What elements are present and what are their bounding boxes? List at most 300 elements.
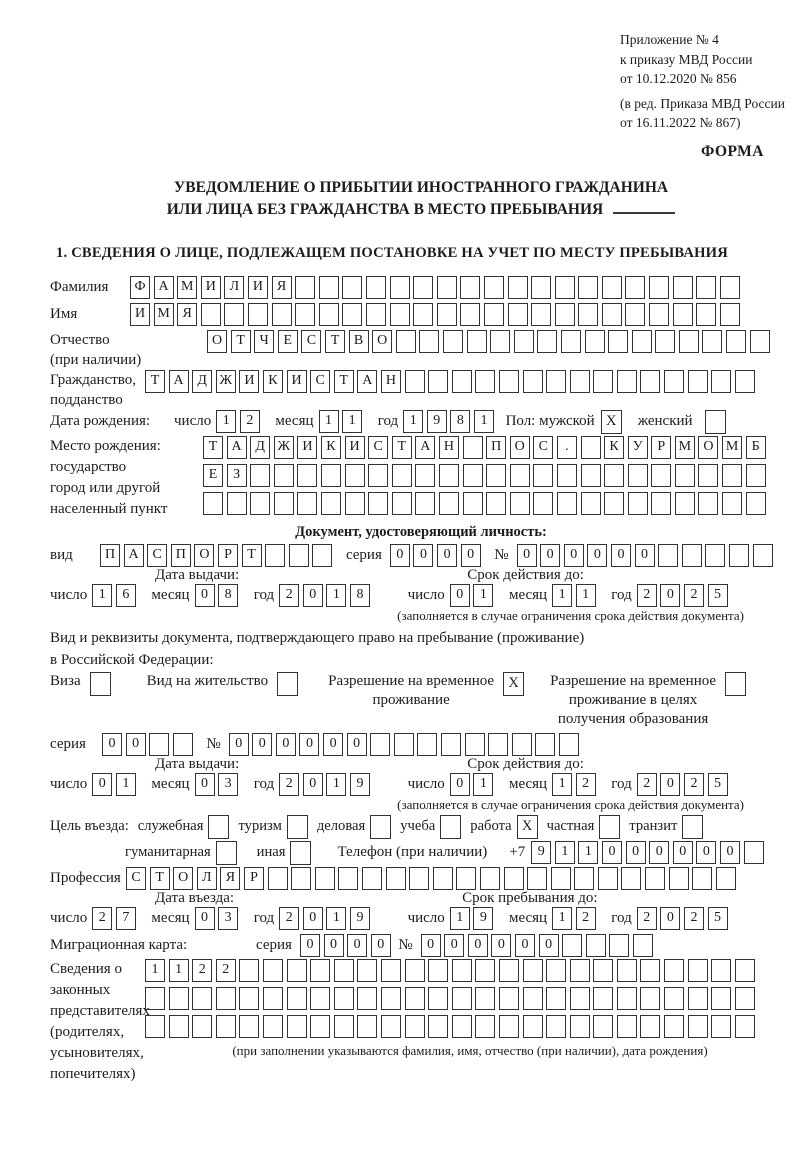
char-cell[interactable]: [338, 867, 358, 890]
char-cell[interactable]: 0: [461, 544, 481, 567]
char-cell[interactable]: [149, 733, 169, 756]
temp-permit-checkbox[interactable]: X: [503, 672, 524, 696]
char-cell[interactable]: Ф: [130, 276, 150, 299]
char-cell[interactable]: 1: [552, 584, 572, 607]
char-cell[interactable]: 0: [540, 544, 560, 567]
char-cell[interactable]: [729, 544, 749, 567]
char-cell[interactable]: Я: [220, 867, 240, 890]
char-cell[interactable]: [287, 1015, 307, 1038]
char-cell[interactable]: К: [321, 436, 341, 459]
char-cell[interactable]: 2: [684, 773, 704, 796]
char-cell[interactable]: 0: [517, 544, 537, 567]
char-cell[interactable]: [546, 987, 566, 1010]
char-cell[interactable]: [523, 370, 543, 393]
char-cell[interactable]: П: [100, 544, 120, 567]
char-cell[interactable]: [239, 1015, 259, 1038]
char-cell[interactable]: [480, 867, 500, 890]
char-cell[interactable]: [291, 867, 311, 890]
char-cell[interactable]: 8: [350, 584, 370, 607]
char-cell[interactable]: [702, 330, 722, 353]
temp-permit-edu-checkbox[interactable]: [725, 672, 746, 696]
char-cell[interactable]: [386, 867, 406, 890]
char-cell[interactable]: О: [173, 867, 193, 890]
purpose-private-checkbox[interactable]: [599, 815, 620, 839]
char-cell[interactable]: [602, 303, 622, 326]
char-cell[interactable]: Д: [250, 436, 270, 459]
blank-underline[interactable]: [613, 202, 675, 214]
char-cell[interactable]: Л: [224, 276, 244, 299]
char-cell[interactable]: 0: [299, 733, 319, 756]
char-cell[interactable]: О: [698, 436, 718, 459]
char-cell[interactable]: 1: [576, 584, 596, 607]
char-cell[interactable]: [586, 934, 606, 957]
char-cell[interactable]: [297, 464, 317, 487]
char-cell[interactable]: С: [310, 370, 330, 393]
char-cell[interactable]: [499, 370, 519, 393]
char-cell[interactable]: 0: [303, 584, 323, 607]
char-cell[interactable]: А: [227, 436, 247, 459]
char-cell[interactable]: 0: [303, 907, 323, 930]
char-cell[interactable]: А: [357, 370, 377, 393]
char-cell[interactable]: [625, 303, 645, 326]
char-cell[interactable]: [531, 276, 551, 299]
char-cell[interactable]: [514, 330, 534, 353]
char-cell[interactable]: [216, 987, 236, 1010]
char-cell[interactable]: [711, 959, 731, 982]
char-cell[interactable]: К: [604, 436, 624, 459]
visa-checkbox[interactable]: [90, 672, 111, 696]
char-cell[interactable]: 1: [473, 773, 493, 796]
char-cell[interactable]: [570, 987, 590, 1010]
char-cell[interactable]: Т: [203, 436, 223, 459]
char-cell[interactable]: [688, 370, 708, 393]
char-cell[interactable]: [698, 464, 718, 487]
char-cell[interactable]: 5: [708, 584, 728, 607]
char-cell[interactable]: [263, 987, 283, 1010]
char-cell[interactable]: [535, 733, 555, 756]
char-cell[interactable]: [452, 987, 472, 1010]
char-cell[interactable]: [688, 1015, 708, 1038]
char-cell[interactable]: И: [239, 370, 259, 393]
char-cell[interactable]: [523, 987, 543, 1010]
char-cell[interactable]: [415, 464, 435, 487]
char-cell[interactable]: [711, 1015, 731, 1038]
char-cell[interactable]: 0: [564, 544, 584, 567]
char-cell[interactable]: И: [248, 276, 268, 299]
char-cell[interactable]: 2: [240, 410, 260, 433]
char-cell[interactable]: В: [349, 330, 369, 353]
char-cell[interactable]: 2: [92, 907, 112, 930]
char-cell[interactable]: [203, 492, 223, 515]
sex-male-checkbox[interactable]: X: [601, 410, 622, 434]
char-cell[interactable]: [537, 330, 557, 353]
char-cell[interactable]: [720, 303, 740, 326]
char-cell[interactable]: [625, 276, 645, 299]
char-cell[interactable]: 0: [347, 934, 367, 957]
char-cell[interactable]: 2: [684, 584, 704, 607]
char-cell[interactable]: Т: [334, 370, 354, 393]
char-cell[interactable]: Т: [325, 330, 345, 353]
char-cell[interactable]: [570, 370, 590, 393]
char-cell[interactable]: 0: [539, 934, 559, 957]
char-cell[interactable]: 0: [195, 773, 215, 796]
char-cell[interactable]: [682, 544, 702, 567]
char-cell[interactable]: С: [126, 867, 146, 890]
char-cell[interactable]: [357, 987, 377, 1010]
char-cell[interactable]: [628, 492, 648, 515]
char-cell[interactable]: [735, 987, 755, 1010]
char-cell[interactable]: П: [171, 544, 191, 567]
char-cell[interactable]: [297, 492, 317, 515]
char-cell[interactable]: И: [345, 436, 365, 459]
char-cell[interactable]: [413, 303, 433, 326]
char-cell[interactable]: [452, 1015, 472, 1038]
char-cell[interactable]: [649, 303, 669, 326]
char-cell[interactable]: 8: [218, 584, 238, 607]
char-cell[interactable]: З: [227, 464, 247, 487]
char-cell[interactable]: [488, 733, 508, 756]
char-cell[interactable]: Ж: [274, 436, 294, 459]
char-cell[interactable]: [735, 959, 755, 982]
char-cell[interactable]: 0: [92, 773, 112, 796]
purpose-work-checkbox[interactable]: X: [517, 815, 538, 839]
char-cell[interactable]: [609, 934, 629, 957]
char-cell[interactable]: [475, 987, 495, 1010]
char-cell[interactable]: [486, 492, 506, 515]
char-cell[interactable]: 2: [576, 907, 596, 930]
char-cell[interactable]: 2: [637, 907, 657, 930]
char-cell[interactable]: [321, 492, 341, 515]
char-cell[interactable]: [705, 544, 725, 567]
char-cell[interactable]: [465, 733, 485, 756]
char-cell[interactable]: [557, 464, 577, 487]
char-cell[interactable]: [726, 330, 746, 353]
char-cell[interactable]: [546, 959, 566, 982]
char-cell[interactable]: Т: [392, 436, 412, 459]
char-cell[interactable]: [574, 867, 594, 890]
char-cell[interactable]: [640, 987, 660, 1010]
char-cell[interactable]: Е: [203, 464, 223, 487]
char-cell[interactable]: [632, 330, 652, 353]
char-cell[interactable]: [268, 867, 288, 890]
char-cell[interactable]: [310, 987, 330, 1010]
char-cell[interactable]: М: [177, 276, 197, 299]
char-cell[interactable]: [735, 370, 755, 393]
char-cell[interactable]: 0: [421, 934, 441, 957]
char-cell[interactable]: [315, 867, 335, 890]
char-cell[interactable]: 1: [450, 907, 470, 930]
char-cell[interactable]: И: [287, 370, 307, 393]
char-cell[interactable]: С: [533, 436, 553, 459]
char-cell[interactable]: Я: [177, 303, 197, 326]
char-cell[interactable]: [640, 370, 660, 393]
char-cell[interactable]: 0: [390, 544, 410, 567]
char-cell[interactable]: [342, 276, 362, 299]
char-cell[interactable]: А: [154, 276, 174, 299]
char-cell[interactable]: 3: [218, 907, 238, 930]
char-cell[interactable]: [334, 1015, 354, 1038]
char-cell[interactable]: 0: [450, 773, 470, 796]
char-cell[interactable]: [227, 492, 247, 515]
char-cell[interactable]: К: [263, 370, 283, 393]
char-cell[interactable]: [224, 303, 244, 326]
char-cell[interactable]: У: [628, 436, 648, 459]
char-cell[interactable]: 2: [216, 959, 236, 982]
char-cell[interactable]: 0: [626, 841, 646, 864]
char-cell[interactable]: 0: [515, 934, 535, 957]
char-cell[interactable]: [405, 370, 425, 393]
char-cell[interactable]: 1: [326, 907, 346, 930]
char-cell[interactable]: [248, 303, 268, 326]
char-cell[interactable]: [319, 303, 339, 326]
char-cell[interactable]: 1: [145, 959, 165, 982]
char-cell[interactable]: [381, 959, 401, 982]
char-cell[interactable]: [463, 464, 483, 487]
char-cell[interactable]: 9: [350, 773, 370, 796]
char-cell[interactable]: [658, 544, 678, 567]
char-cell[interactable]: [649, 276, 669, 299]
char-cell[interactable]: [405, 959, 425, 982]
char-cell[interactable]: И: [130, 303, 150, 326]
char-cell[interactable]: [688, 959, 708, 982]
char-cell[interactable]: 1: [326, 584, 346, 607]
char-cell[interactable]: [239, 959, 259, 982]
char-cell[interactable]: [390, 303, 410, 326]
char-cell[interactable]: [523, 959, 543, 982]
char-cell[interactable]: 2: [279, 773, 299, 796]
char-cell[interactable]: [428, 987, 448, 1010]
char-cell[interactable]: [692, 867, 712, 890]
char-cell[interactable]: [272, 303, 292, 326]
char-cell[interactable]: 1: [552, 773, 572, 796]
char-cell[interactable]: [559, 733, 579, 756]
char-cell[interactable]: [675, 464, 695, 487]
char-cell[interactable]: [628, 464, 648, 487]
char-cell[interactable]: [696, 303, 716, 326]
char-cell[interactable]: 1: [169, 959, 189, 982]
char-cell[interactable]: 0: [660, 584, 680, 607]
char-cell[interactable]: 0: [660, 907, 680, 930]
char-cell[interactable]: 1: [552, 907, 572, 930]
char-cell[interactable]: [428, 370, 448, 393]
char-cell[interactable]: [439, 492, 459, 515]
char-cell[interactable]: [366, 303, 386, 326]
char-cell[interactable]: М: [154, 303, 174, 326]
char-cell[interactable]: 0: [635, 544, 655, 567]
char-cell[interactable]: [484, 303, 504, 326]
char-cell[interactable]: 0: [720, 841, 740, 864]
char-cell[interactable]: [531, 303, 551, 326]
char-cell[interactable]: Ч: [254, 330, 274, 353]
char-cell[interactable]: П: [486, 436, 506, 459]
char-cell[interactable]: [145, 987, 165, 1010]
char-cell[interactable]: [581, 436, 601, 459]
char-cell[interactable]: [334, 959, 354, 982]
char-cell[interactable]: [392, 492, 412, 515]
char-cell[interactable]: [753, 544, 773, 567]
char-cell[interactable]: [169, 1015, 189, 1038]
char-cell[interactable]: Р: [218, 544, 238, 567]
char-cell[interactable]: [366, 276, 386, 299]
char-cell[interactable]: [510, 464, 530, 487]
char-cell[interactable]: М: [675, 436, 695, 459]
char-cell[interactable]: 9: [531, 841, 551, 864]
char-cell[interactable]: [617, 987, 637, 1010]
char-cell[interactable]: 1: [578, 841, 598, 864]
char-cell[interactable]: [561, 330, 581, 353]
char-cell[interactable]: [463, 492, 483, 515]
char-cell[interactable]: [392, 464, 412, 487]
char-cell[interactable]: [437, 276, 457, 299]
char-cell[interactable]: [664, 959, 684, 982]
char-cell[interactable]: Р: [244, 867, 264, 890]
char-cell[interactable]: 5: [708, 773, 728, 796]
char-cell[interactable]: Р: [651, 436, 671, 459]
char-cell[interactable]: [555, 303, 575, 326]
char-cell[interactable]: 1: [473, 584, 493, 607]
char-cell[interactable]: [640, 1015, 660, 1038]
char-cell[interactable]: [593, 959, 613, 982]
char-cell[interactable]: [312, 544, 332, 567]
char-cell[interactable]: [508, 276, 528, 299]
char-cell[interactable]: 9: [473, 907, 493, 930]
char-cell[interactable]: [475, 1015, 495, 1038]
purpose-transit-checkbox[interactable]: [682, 815, 703, 839]
char-cell[interactable]: [463, 436, 483, 459]
char-cell[interactable]: 2: [637, 584, 657, 607]
char-cell[interactable]: [711, 987, 731, 1010]
char-cell[interactable]: [169, 987, 189, 1010]
char-cell[interactable]: [295, 303, 315, 326]
char-cell[interactable]: [415, 492, 435, 515]
char-cell[interactable]: [239, 987, 259, 1010]
char-cell[interactable]: [274, 492, 294, 515]
purpose-humanitarian-checkbox[interactable]: [216, 841, 237, 865]
char-cell[interactable]: 0: [468, 934, 488, 957]
char-cell[interactable]: [452, 959, 472, 982]
char-cell[interactable]: [428, 959, 448, 982]
char-cell[interactable]: 1: [342, 410, 362, 433]
char-cell[interactable]: [499, 959, 519, 982]
char-cell[interactable]: 0: [323, 733, 343, 756]
char-cell[interactable]: 2: [279, 584, 299, 607]
char-cell[interactable]: [409, 867, 429, 890]
char-cell[interactable]: Н: [381, 370, 401, 393]
char-cell[interactable]: [570, 959, 590, 982]
char-cell[interactable]: [173, 733, 193, 756]
char-cell[interactable]: 0: [437, 544, 457, 567]
char-cell[interactable]: С: [147, 544, 167, 567]
char-cell[interactable]: [578, 303, 598, 326]
char-cell[interactable]: Б: [746, 436, 766, 459]
char-cell[interactable]: [452, 370, 472, 393]
char-cell[interactable]: 0: [229, 733, 249, 756]
char-cell[interactable]: [651, 492, 671, 515]
char-cell[interactable]: 0: [450, 584, 470, 607]
purpose-business-checkbox[interactable]: [370, 815, 391, 839]
char-cell[interactable]: С: [368, 436, 388, 459]
char-cell[interactable]: 0: [300, 934, 320, 957]
char-cell[interactable]: [437, 303, 457, 326]
char-cell[interactable]: [287, 959, 307, 982]
char-cell[interactable]: [405, 987, 425, 1010]
char-cell[interactable]: [362, 867, 382, 890]
char-cell[interactable]: [593, 1015, 613, 1038]
char-cell[interactable]: [602, 276, 622, 299]
char-cell[interactable]: О: [372, 330, 392, 353]
char-cell[interactable]: [319, 276, 339, 299]
char-cell[interactable]: [651, 464, 671, 487]
char-cell[interactable]: 0: [673, 841, 693, 864]
char-cell[interactable]: О: [194, 544, 214, 567]
char-cell[interactable]: [557, 492, 577, 515]
char-cell[interactable]: [250, 492, 270, 515]
char-cell[interactable]: [546, 370, 566, 393]
char-cell[interactable]: 1: [216, 410, 236, 433]
purpose-official-checkbox[interactable]: [208, 815, 229, 839]
char-cell[interactable]: [263, 1015, 283, 1038]
char-cell[interactable]: [201, 303, 221, 326]
char-cell[interactable]: [716, 867, 736, 890]
char-cell[interactable]: 0: [602, 841, 622, 864]
char-cell[interactable]: [467, 330, 487, 353]
char-cell[interactable]: 6: [116, 584, 136, 607]
char-cell[interactable]: [533, 464, 553, 487]
char-cell[interactable]: [321, 464, 341, 487]
char-cell[interactable]: 9: [427, 410, 447, 433]
char-cell[interactable]: [499, 1015, 519, 1038]
char-cell[interactable]: И: [297, 436, 317, 459]
char-cell[interactable]: 2: [279, 907, 299, 930]
char-cell[interactable]: [555, 276, 575, 299]
char-cell[interactable]: [310, 1015, 330, 1038]
char-cell[interactable]: [527, 867, 547, 890]
char-cell[interactable]: [562, 934, 582, 957]
char-cell[interactable]: [512, 733, 532, 756]
char-cell[interactable]: 0: [413, 544, 433, 567]
char-cell[interactable]: [405, 1015, 425, 1038]
char-cell[interactable]: [295, 276, 315, 299]
char-cell[interactable]: [357, 959, 377, 982]
char-cell[interactable]: 0: [587, 544, 607, 567]
char-cell[interactable]: И: [201, 276, 221, 299]
char-cell[interactable]: 0: [347, 733, 367, 756]
char-cell[interactable]: [263, 959, 283, 982]
char-cell[interactable]: [439, 464, 459, 487]
char-cell[interactable]: [664, 987, 684, 1010]
char-cell[interactable]: 1: [474, 410, 494, 433]
char-cell[interactable]: [475, 959, 495, 982]
char-cell[interactable]: [696, 276, 716, 299]
char-cell[interactable]: [145, 1015, 165, 1038]
char-cell[interactable]: [593, 370, 613, 393]
char-cell[interactable]: [664, 370, 684, 393]
char-cell[interactable]: [655, 330, 675, 353]
char-cell[interactable]: [357, 1015, 377, 1038]
char-cell[interactable]: [456, 867, 476, 890]
char-cell[interactable]: [578, 276, 598, 299]
char-cell[interactable]: 2: [192, 959, 212, 982]
char-cell[interactable]: 2: [637, 773, 657, 796]
char-cell[interactable]: [396, 330, 416, 353]
char-cell[interactable]: [345, 492, 365, 515]
char-cell[interactable]: 8: [450, 410, 470, 433]
char-cell[interactable]: [675, 492, 695, 515]
char-cell[interactable]: [581, 492, 601, 515]
char-cell[interactable]: 0: [102, 733, 122, 756]
char-cell[interactable]: [310, 959, 330, 982]
char-cell[interactable]: [334, 987, 354, 1010]
